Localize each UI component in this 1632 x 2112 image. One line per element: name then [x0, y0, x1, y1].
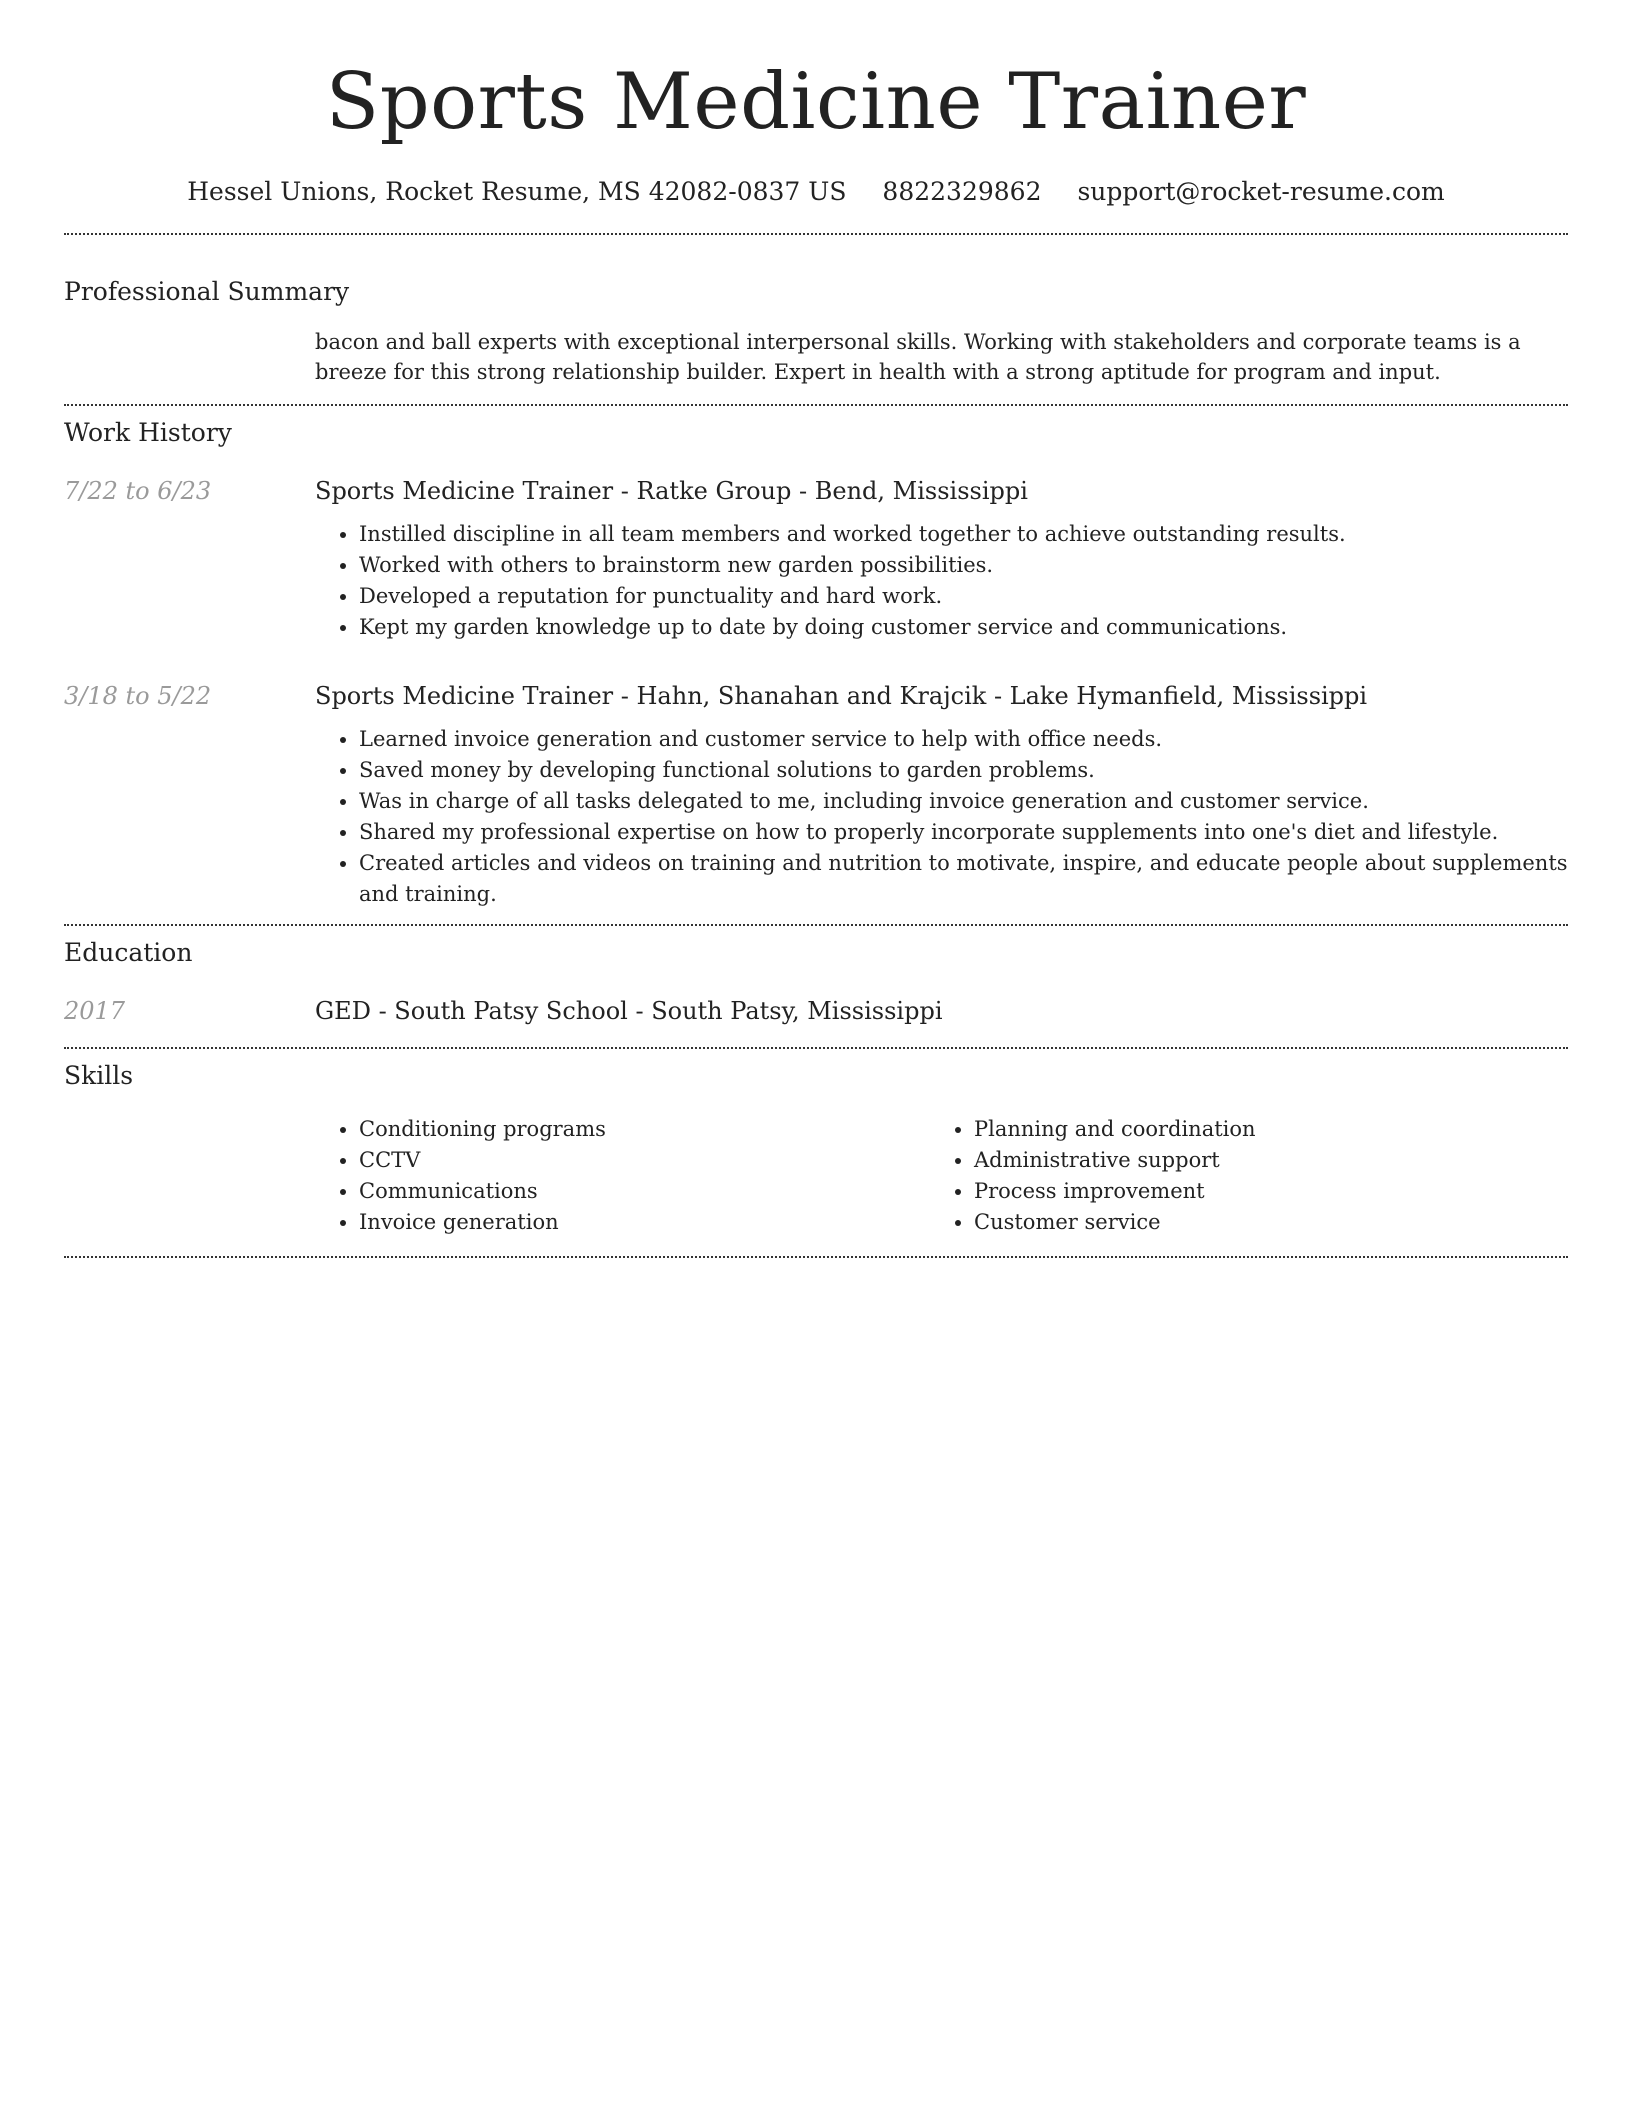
divider-header — [64, 233, 1568, 235]
summary-text: bacon and ball experts with exceptional interpersonal skills. Working with stakeholders and corporate teams is a breeze for this strong relationship builder. Expert in health with a strong aptitude for program and input. — [315, 330, 1521, 384]
job-bullet: • Instilled discipline in all team members and worked together to achieve outstanding results. — [359, 519, 1568, 550]
contact-address: Hessel Unions, Rocket Resume, MS 42082-0837 US — [187, 177, 847, 206]
job-bullets — [315, 519, 1568, 643]
skill-item: • Communications — [359, 1176, 930, 1207]
section-title-summary: Professional Summary — [64, 277, 350, 306]
education-entry — [64, 995, 1568, 1027]
section-title-skills: Skills — [64, 1061, 134, 1090]
resume-name: Sports Medicine Trainer — [325, 57, 1307, 147]
job-entry — [64, 680, 1568, 910]
job-details — [315, 680, 1568, 910]
skills-lists — [315, 1114, 1568, 1238]
job-bullet: • Shared my professional expertise on how to properly incorporate supplements into one's diet and lifestyle. — [359, 817, 1568, 848]
job-heading: Sports Medicine Trainer - Ratke Group - Bend, Mississippi — [315, 477, 1028, 505]
education-details — [315, 995, 1568, 1027]
job-bullet: • Learned invoice generation and customer service to help with office needs. — [359, 724, 1568, 755]
job-bullet: • Saved money by developing functional solutions to garden problems. — [359, 755, 1568, 786]
section-title-work: Work History — [64, 418, 232, 447]
skill-item: • CCTV — [359, 1145, 930, 1176]
job-heading: Sports Medicine Trainer - Hahn, Shanahan and Krajcik - Lake Hymanfield, Mississippi — [315, 682, 1368, 710]
job-bullet: • Worked with others to brainstorm new garden possibilities. — [359, 550, 1568, 581]
education-year: 2017 — [64, 997, 126, 1025]
skill-item: • Process improvement — [974, 1176, 1545, 1207]
divider-education — [64, 1047, 1568, 1049]
skill-item: • Invoice generation — [359, 1207, 930, 1238]
job-bullet: • Was in charge of all tasks delegated to me, including invoice generation and customer service. — [359, 786, 1568, 817]
section-title-education: Education — [64, 938, 193, 967]
contact-line — [64, 176, 1568, 208]
skill-item: • Planning and coordination — [974, 1114, 1545, 1145]
summary-row — [64, 327, 1568, 387]
contact-email: support@rocket-resume.com — [1077, 177, 1445, 206]
skills-list-right — [930, 1114, 1545, 1238]
education-heading: GED - South Patsy School - South Patsy, Mississippi — [315, 997, 943, 1025]
job-bullets — [315, 724, 1568, 910]
contact-phone: 8822329862 — [882, 177, 1042, 206]
job-bullet: • Created articles and videos on training and nutrition to motivate, inspire, and educate people about supplements and training. — [359, 848, 1568, 910]
skills-list-left — [315, 1114, 930, 1238]
skills-grid — [315, 1114, 1568, 1238]
divider-work — [64, 924, 1568, 926]
divider-summary — [64, 404, 1568, 406]
skill-item: • Customer service — [974, 1207, 1545, 1238]
job-details — [315, 475, 1568, 643]
divider-skills — [64, 1256, 1568, 1258]
job-bullet: • Developed a reputation for punctuality and hard work. — [359, 581, 1568, 612]
job-entry — [64, 475, 1568, 643]
job-bullet: • Kept my garden knowledge up to date by doing customer service and communications. — [359, 612, 1568, 643]
skill-item: • Administrative support — [974, 1145, 1545, 1176]
job-dates: 7/22 to 6/23 — [64, 477, 212, 505]
skill-item: • Conditioning programs — [359, 1114, 930, 1145]
resume-page — [64, 0, 1568, 1258]
skills-row — [64, 1114, 1568, 1238]
job-dates: 3/18 to 5/22 — [64, 682, 212, 710]
